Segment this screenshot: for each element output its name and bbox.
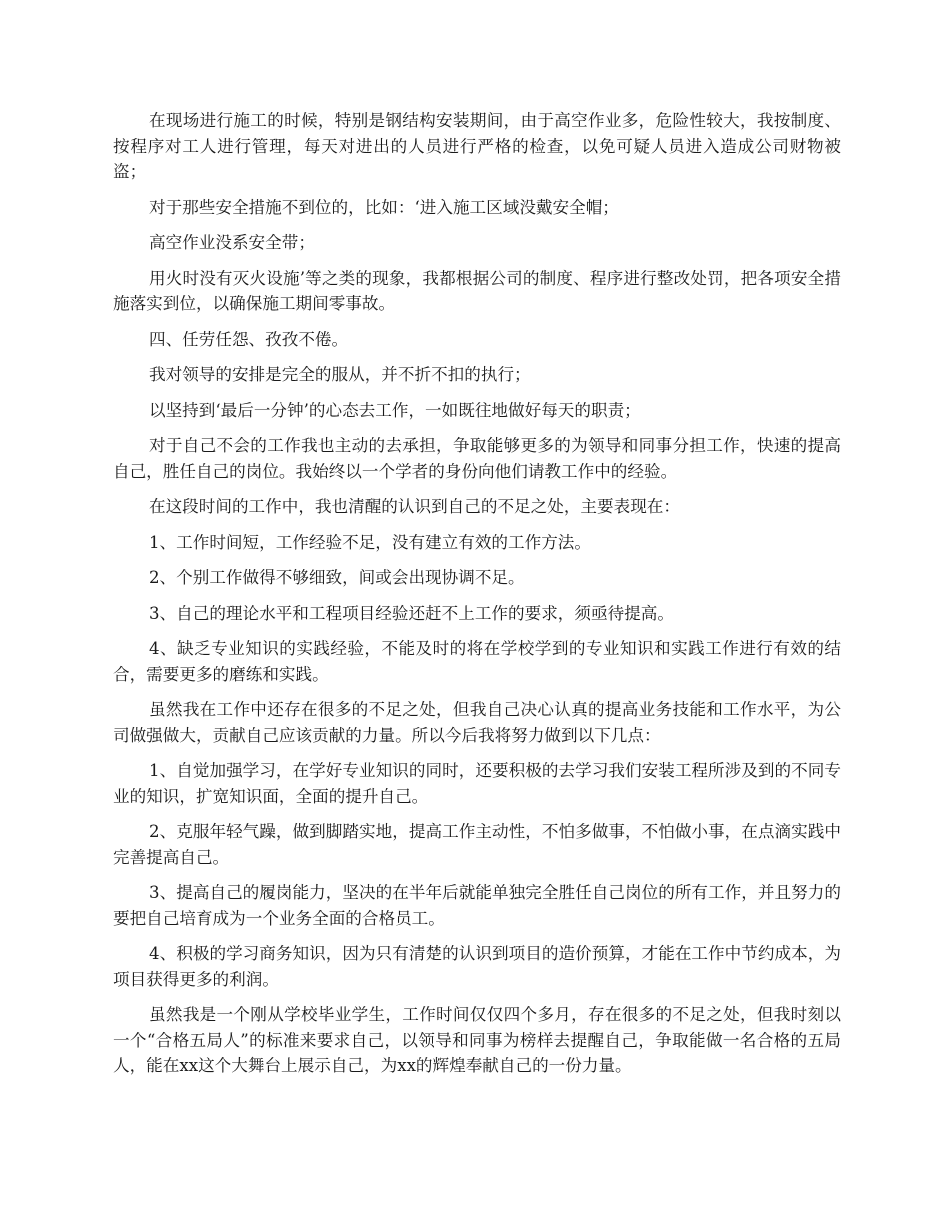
list-item: 4、积极的学习商务知识，因为只有清楚的认识到项目的造价预算，才能在工作中节约成本，为项目获得更多的利润。 <box>113 944 841 989</box>
list-item: 2、个别工作做得不够细致，间或会出现协调不足。 <box>149 568 525 587</box>
paragraph: 以坚持到‘最后一分钟’的心态去工作，一如既往地做好每天的职责； <box>149 400 641 420</box>
document-body <box>113 108 841 1089</box>
list-item: 3、自己的理论水平和工程项目经验还赶不上工作的要求，须亟待提高。 <box>149 603 674 623</box>
paragraph: 在这段时间的工作中，我也清醒的认识到自己的不足之处，主要表现在： <box>149 497 680 516</box>
paragraph: 用火时没有灭火设施’等之类的现象，我都根据公司的制度、程序进行整改处罚，把各项安全措施落实到位，以确保施工期间零事故。 <box>113 268 841 313</box>
list-item: 3、提高自己的履岗能力，坚决的在半年后就能单独完全胜任自己岗位的所有工作，并且努力的要把自己培育成为一个业务全面的合格员工。 <box>113 883 841 928</box>
list-item: 4、缺乏专业知识的实践经验，不能及时的将在学校学到的专业知识和实践工作进行有效的结合，需要更多的磨练和实践。 <box>113 639 841 684</box>
list-item: 1、工作时间短，工作经验不足，没有建立有效的工作方法。 <box>149 532 591 552</box>
paragraph: 虽然我是一个刚从学校毕业学生，工作时间仅仅四个多月，存在很多的不足之处，但我时刻以一个“合格五局人”的标准来要求自己，以领导和同事为榜样去提醒自己，争取能做一名合格的五局人，能在xx这个大舞台上展示自己，为xx的辉煌奉献自己的一份力量。 <box>113 1005 841 1075</box>
list-item: 2、克服年轻气躁，做到脚踏实地，提高工作主动性，不怕多做事，不怕做小事，在点滴实践中完善提高自己。 <box>113 822 841 867</box>
paragraph: 我对领导的安排是完全的服从，并不折不扣的执行； <box>149 365 531 384</box>
paragraph: 高空作业没系安全带； <box>149 233 315 252</box>
paragraph: 虽然我在工作中还存在很多的不足之处，但我自己决心认真的提高业务技能和工作水平，为公司做强做大，贡献自己应该贡献的力量。所以今后我将努力做到以下几点： <box>113 700 841 745</box>
paragraph: 在现场进行施工的时候，特别是钢结构安装期间，由于高空作业多，危险性较大，我按制度、按程序对工人进行管理，每天对进出的人员进行严格的检查，以免可疑人员进入造成公司财物被盗； <box>113 111 841 181</box>
paragraph: 对于自己不会的工作我也主动的去承担，争取能够更多的为领导和同事分担工作，快速的提高自己，胜任自己的岗位。我始终以一个学者的身份向他们请教工作中的经验。 <box>113 436 841 481</box>
paragraph: 对于那些安全措施不到位的，比如：‘进入施工区域没戴安全帽； <box>149 197 619 217</box>
section-heading: 四、任劳任怨、孜孜不倦。 <box>149 329 349 349</box>
list-item: 1、自觉加强学习，在学好专业知识的同时，还要积极的去学习我们安装工程所涉及到的不同专业的知识，扩宽知识面，全面的提升自己。 <box>113 761 841 806</box>
